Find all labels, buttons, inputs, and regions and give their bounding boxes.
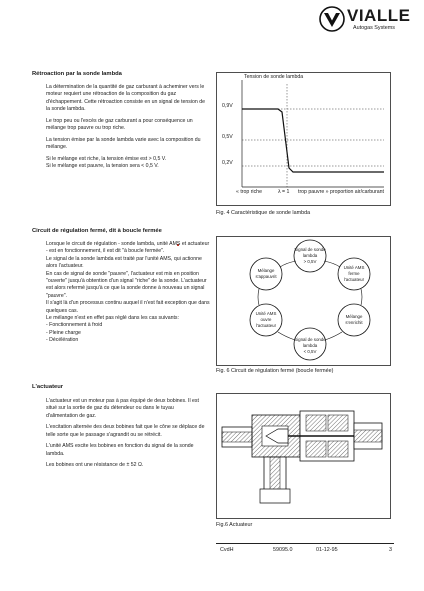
footer [216, 547, 396, 557]
lambda-chart-xlabel-stoich: λ = 1 [278, 189, 290, 195]
actuator-inlet-bore [354, 430, 382, 442]
brand-logo [319, 4, 419, 34]
loop-arrow [278, 332, 295, 340]
section2-list [46, 322, 210, 344]
section3-paragraph: L'excitation alternée des deux bobines fait que le cône se déplace de telle sorte que le passage s'agrandit ou se rétrécit. [46, 424, 205, 438]
loop-node [250, 268, 282, 280]
loop-node-label: > 0,5V [303, 259, 317, 264]
loop-node-label: Mélange [257, 268, 275, 273]
lambda-chart-tick-label: 0,5V [222, 134, 233, 140]
section1-paragraph: Le trop peu ou l'excès de gaz carburant a pour conséquence un mélange trop pauvre ou trop riche. [46, 117, 193, 132]
section3-paragraph: L'actuateur est un moteur pas à pas équipé de deux bobines. Il est situé sur la sortie de gaz du détendeur ou dans le tuyau d'alimentation de gaz. [46, 398, 199, 419]
loop-arrow [258, 289, 259, 305]
lambda-chart-caption: Fig. 4 Caractéristique de sonde lambda [216, 210, 311, 216]
section2-paragraph: Lorsque le circuit de régulation - sonde lambda, unité AMS et actuateur - est en fonctionnement, il est dit "à boucle fermée". [46, 241, 210, 255]
loop-diagram [216, 236, 391, 366]
lambda-chart-tick-label: 0,2V [222, 160, 233, 166]
loop-node-label: Mélange [345, 314, 363, 319]
section3-heading: L'actuateur [32, 384, 64, 390]
loop-diagram-caption: Fig. 6 Circuit de régulation fermé (boucle fermée) [216, 368, 334, 374]
loop-node-label: Signal de sonde lambda [294, 247, 326, 258]
lambda-chart-xlabel-rich: « trop riche [236, 189, 262, 195]
section3-paragraph: Les bobines ont une résistance de ± 52 Ω. [46, 462, 144, 469]
list-item: - Décélération [46, 337, 79, 344]
footer-page-number: 3 [389, 547, 392, 553]
brand-name: VIALLE [347, 6, 411, 25]
loop-node-label: Signal de sonde lambda [294, 337, 326, 348]
loop-node [338, 265, 370, 283]
actuator-coil-a [306, 415, 326, 431]
section1-body [46, 84, 206, 171]
section3-body [46, 398, 206, 470]
loop-arrow [361, 289, 362, 305]
vialle-logo-icon [319, 6, 345, 32]
section2-paragraph: En cas de signal de sonde "pauvre", l'actuateur est mis en position "ouverte" jusqu'à obtention d'un signal "riche" de la sonde. L'actuateur est alors refermé jusqu'à ce que la sonde donne à nouveau un signal "pauvre". [46, 270, 207, 299]
loop-node [294, 337, 326, 355]
section2-paragraph: Le signal de la sonde lambda est traité par l'unité AMS, qui actionne alors l'actuateur. [46, 255, 202, 270]
loop-node-label: s'enrichit [345, 320, 363, 325]
brand-subtitle: Autogas Systems [353, 25, 395, 31]
loop-node-label: s'appauvrit [255, 274, 277, 279]
actuator-coil-d [328, 441, 348, 457]
section1-paragraph: La tension émise par la sonde lambda varie avec la composition du mélange. [46, 136, 201, 151]
loop-node-label: ouvre [260, 317, 272, 322]
footer-doc-number: 59095.0 [273, 547, 293, 553]
loop-node-label: l'actuateur [343, 277, 365, 282]
section1-rule-lean: Si le mélange est pauvre, la tension sera < 0,5 V. [46, 163, 159, 170]
footer-author: CvdH [220, 547, 234, 553]
actuator-coil-b [328, 415, 348, 431]
lambda-chart-tick-label: 0,9V [222, 103, 233, 109]
loop-node [250, 311, 282, 329]
section1-rule-rich: Si le mélange est riche, la tension émise est > 0,5 V. [46, 155, 167, 162]
loop-node-label: Unité AMS [343, 265, 365, 270]
loop-node [338, 314, 370, 326]
list-item: - Fonctionnement à froid [46, 322, 103, 329]
section1-heading: Rétroaction par la sonde lambda [32, 71, 122, 77]
lambda-chart-svg [216, 72, 391, 206]
actuator-drawing [216, 393, 391, 519]
actuator-lower-port-nut [260, 489, 290, 503]
lambda-chart [216, 72, 391, 206]
lambda-chart-xlabel-lean: trop pauvre » proportion air/carburant [298, 189, 384, 195]
section2-body [46, 241, 210, 345]
loop-node-label: Unité AMS [255, 311, 277, 316]
footer-rule [216, 543, 394, 544]
loop-node [294, 247, 326, 265]
loop-node-label: ferme [348, 271, 360, 276]
actuator-outlet-bore [222, 432, 252, 442]
lambda-chart-curve [242, 109, 384, 172]
actuator-caption: Fig.6 Actuateur [216, 522, 253, 528]
section1-paragraph: La détermination de la quantité de gaz carburant à acheminer vers le moteur requiert une rétroaction de la composition du gaz d'échappement. Cette rétroaction consiste en un signal de tension de la sonde lambda. [46, 84, 206, 113]
loop-arrow [325, 332, 342, 340]
section2-paragraph: Il s'agit là d'un processus continu auquel il n'est fait exception que dans quelques cas. [46, 300, 210, 314]
section2-list-intro: Le mélange n'est en effet pas réglé dans les cas suivants: [46, 315, 179, 322]
loop-node-label: < 0,5V [303, 349, 317, 354]
list-item: - Pleine charge [46, 329, 81, 336]
loop-node-label: l'actuateur [255, 323, 277, 328]
footer-date: 01-12-95 [316, 547, 338, 553]
lambda-chart-title: Tension de sonde lambda [244, 74, 304, 80]
actuator-figure [216, 393, 391, 519]
section3-paragraph: L'unité AMS excite les bobines en fonction du signal de la sonde lambda. [46, 443, 194, 457]
section2-heading: Circuit de régulation fermé, dit à boucle fermée [32, 228, 162, 234]
lambda-chart-frame [217, 73, 391, 206]
actuator-coil-c [306, 441, 326, 457]
